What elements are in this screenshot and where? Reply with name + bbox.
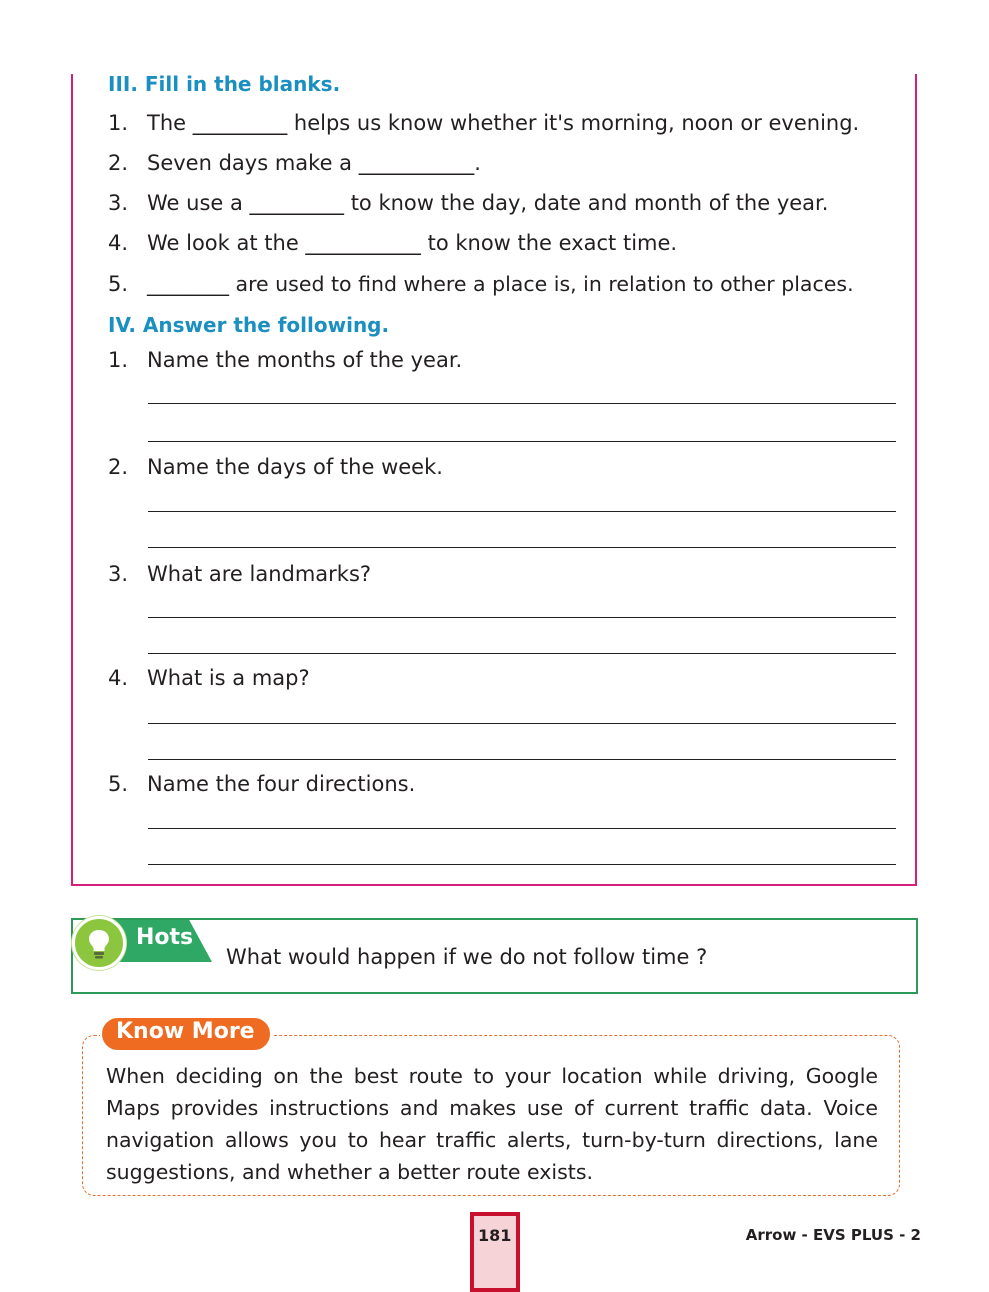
answer-number-4: 4.	[108, 666, 129, 690]
fill-blank-number-2: 2.	[108, 151, 129, 175]
page-number-box	[470, 1212, 520, 1292]
fill-blank-question-2: Seven days make a ___________.	[147, 151, 481, 175]
answer-line[interactable]	[148, 441, 896, 442]
answer-number-1: 1.	[108, 348, 129, 372]
fill-blank-number-5: 5.	[108, 272, 129, 296]
answer-number-2: 2.	[108, 455, 129, 479]
answer-line[interactable]	[148, 511, 896, 512]
answer-line[interactable]	[148, 864, 896, 865]
answer-line[interactable]	[148, 723, 896, 724]
answer-number-3: 3.	[108, 562, 129, 586]
fill-blank-question-3: We use a _________ to know the day, date and month of the year.	[147, 191, 829, 215]
fill-blank-question-5: ________ are used to find where a place is, in relation to other places.	[147, 272, 854, 296]
answer-line[interactable]	[148, 828, 896, 829]
answer-question-4: What is a map?	[147, 666, 310, 690]
hots-label: Hots	[136, 925, 194, 950]
answer-line[interactable]	[148, 653, 896, 654]
answer-line[interactable]	[148, 759, 896, 760]
fill-blank-question-1: The _________ helps us know whether it's morning, noon or evening.	[147, 111, 860, 135]
section-heading-answer: IV. Answer the following.	[108, 313, 390, 337]
answer-question-2: Name the days of the week.	[147, 455, 443, 479]
answer-line[interactable]	[148, 403, 896, 404]
hots-question: What would happen if we do not follow time ?	[226, 945, 708, 969]
answer-line[interactable]	[148, 617, 896, 618]
answer-line[interactable]	[148, 547, 896, 548]
know-more-label: Know More	[116, 1019, 255, 1044]
fill-blank-number-3: 3.	[108, 191, 129, 215]
answer-number-5: 5.	[108, 772, 129, 796]
lightbulb-icon	[72, 916, 126, 970]
section-heading-fill-blanks: III. Fill in the blanks.	[108, 72, 341, 96]
answer-question-1: Name the months of the year.	[147, 348, 463, 372]
fill-blank-number-4: 4.	[108, 231, 129, 255]
page-number: 181	[478, 1226, 512, 1245]
answer-question-5: Name the four directions.	[147, 772, 416, 796]
book-title: Arrow - EVS PLUS - 2	[745, 1226, 921, 1244]
fill-blank-number-1: 1.	[108, 111, 129, 135]
know-more-text: When deciding on the best route to your location while driving, Google Maps provides instructions and makes use of current traffic data. Voice navigation allows you to hear traffic alerts, turn-by-turn directions, lane suggestions, and whether a better route exists.	[106, 1064, 878, 1184]
answer-question-3: What are landmarks?	[147, 562, 372, 586]
fill-blank-question-4: We look at the ___________ to know the exact time.	[147, 231, 678, 255]
